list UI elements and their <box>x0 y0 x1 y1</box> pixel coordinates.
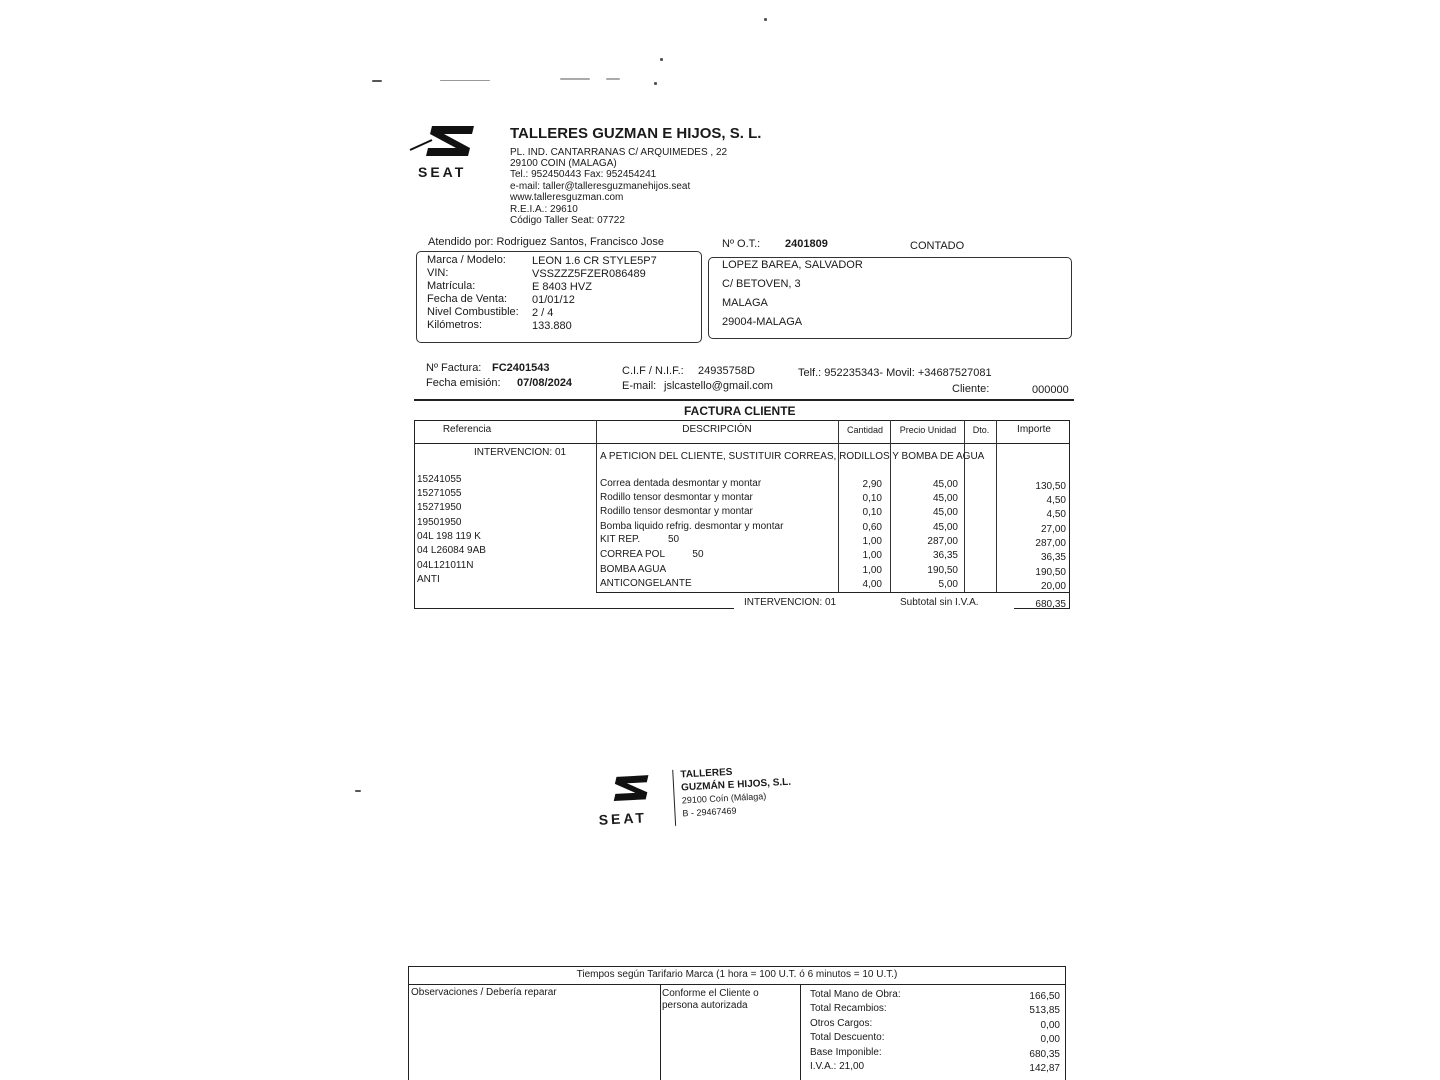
summary-col-sep <box>660 984 661 1080</box>
vehicle-values <box>532 255 657 333</box>
scan-speck <box>372 80 382 82</box>
total-row <box>810 1017 1062 1031</box>
client-label: Cliente: <box>952 383 990 395</box>
row-amount: 190,50 <box>1035 567 1066 578</box>
summary-title-border <box>408 984 1066 985</box>
header-amount: Importe <box>1017 424 1051 435</box>
company-web: www.talleresguzman.com <box>510 192 624 203</box>
row-quantity: 4,00 <box>862 579 882 590</box>
stamp-line-4: B - 29467469 <box>682 805 737 819</box>
row-unit-price: 190,50 <box>927 565 958 576</box>
row-reference: 15241055 <box>417 474 462 485</box>
company-reia: R.E.I.A.: 29610 <box>510 204 578 215</box>
conforme-line-2: persona autorizada <box>662 1000 748 1011</box>
vehicle-sale-date: 01/01/12 <box>532 294 575 306</box>
summary-col-sep <box>800 984 801 1080</box>
vehicle-vin: VSSZZZ5FZER086489 <box>532 268 646 280</box>
row-description: KIT REP. 50 <box>600 534 680 545</box>
table-row <box>414 530 1070 549</box>
total-row <box>810 1031 1062 1045</box>
row-amount: 4,50 <box>1046 509 1066 520</box>
stamp-line-2: GUZMÁN E HIJOS, S.L. <box>680 776 792 794</box>
vehicle-plate: E 8403 HVZ <box>532 281 592 293</box>
total-label: Base Imponible: <box>810 1047 882 1058</box>
row-unit-price: 287,00 <box>927 536 958 547</box>
header-unit-price: Precio Unidad <box>899 425 957 435</box>
scan-speck <box>654 82 657 85</box>
stamp-divider <box>672 770 676 826</box>
row-amount: 4,50 <box>1046 495 1066 506</box>
vehicle-label: VIN: <box>427 267 449 279</box>
invoice-divider <box>414 399 1074 401</box>
row-quantity: 1,00 <box>862 536 882 547</box>
total-row <box>810 1060 1062 1074</box>
row-reference: 04L121011N <box>417 560 474 571</box>
vehicle-label: Nivel Combustible: <box>427 306 519 318</box>
table-row <box>414 573 1070 592</box>
scan-speck <box>660 58 663 61</box>
table-row <box>414 487 1070 506</box>
total-label: Total Mano de Obra: <box>810 989 901 1000</box>
total-value: 513,85 <box>1029 1005 1060 1016</box>
scan-speck <box>440 80 490 81</box>
footer-subtotal-label: Subtotal sin I.V.A. <box>900 597 979 608</box>
scan-speck <box>606 78 620 80</box>
row-description: BOMBA AGUA <box>600 564 667 575</box>
summary-right-border <box>1065 966 1066 1080</box>
items-table <box>414 420 1070 610</box>
row-unit-price: 45,00 <box>932 479 958 490</box>
row-description: ANTICONGELANTE <box>600 578 692 589</box>
table-row <box>414 516 1070 535</box>
total-value: 166,50 <box>1029 991 1060 1002</box>
conforme-line-1: Conforme el Cliente o <box>662 988 759 999</box>
row-quantity: 1,00 <box>862 550 882 561</box>
invoice-number: FC2401543 <box>492 362 550 374</box>
stamp-line-1: TALLERES <box>680 766 733 781</box>
row-unit-price: 45,00 <box>932 522 958 533</box>
invoice-number-label: Nº Factura: <box>426 362 482 374</box>
row-unit-price: 5,00 <box>938 579 958 590</box>
seat-logo-text: SEAT <box>418 164 467 180</box>
row-amount: 130,50 <box>1035 481 1066 492</box>
row-unit-price: 45,00 <box>932 507 958 518</box>
table-border-bottom <box>414 608 734 609</box>
table-row <box>414 559 1070 578</box>
ot-value: 2401809 <box>785 238 828 250</box>
vehicle-fuel-level: 2 / 4 <box>532 307 554 319</box>
scan-speck <box>355 790 361 792</box>
invoice-date: 07/08/2024 <box>517 377 573 389</box>
company-address-2: 29100 COIN (MALAGA) <box>510 158 617 169</box>
header-description: DESCRIPCIÓN <box>682 424 752 435</box>
row-quantity: 0,60 <box>862 522 882 533</box>
vehicle-kilometers: 133.880 <box>532 320 572 332</box>
total-value: 0,00 <box>1040 1020 1060 1031</box>
row-description: CORREA POL 50 <box>600 549 704 560</box>
row-description: Rodillo tensor desmontar y montar <box>600 492 753 503</box>
customer-phone: Telf.: 952235343- Movil: +34687527081 <box>798 367 992 379</box>
total-label: Total Recambios: <box>810 1003 887 1014</box>
row-amount: 27,00 <box>1040 524 1066 535</box>
stamp-logo-text: SEAT <box>598 809 648 828</box>
total-row <box>810 988 1062 1002</box>
vehicle-label: Fecha de Venta: <box>427 293 508 305</box>
summary-left-border <box>408 966 409 1080</box>
table-row <box>414 501 1070 520</box>
customer-city: MALAGA <box>722 297 768 309</box>
client-number: 000000 <box>1032 384 1069 396</box>
footer-intervention: INTERVENCION: 01 <box>744 597 837 608</box>
vehicle-label: Kilómetros: <box>427 319 483 331</box>
scan-speck <box>560 78 590 80</box>
row-reference: 04 L26084 9AB <box>417 545 486 556</box>
stamp-seat-logo-icon <box>608 773 660 812</box>
customer-name: LOPEZ BAREA, SALVADOR <box>722 259 863 271</box>
row-description: Bomba liquido refrig. desmontar y montar <box>600 521 784 532</box>
header-reference: Referencia <box>442 424 492 435</box>
vehicle-labels <box>427 254 519 332</box>
total-label: I.V.A.: 21,00 <box>810 1061 865 1072</box>
company-name: TALLERES GUZMAN E HIJOS, S. L. <box>510 125 762 142</box>
customer-postal: 29004-MALAGA <box>722 316 803 328</box>
total-value: 142,87 <box>1029 1063 1060 1074</box>
row-quantity: 0,10 <box>862 507 882 518</box>
vehicle-model: LEON 1.6 CR STYLE5P7 <box>532 255 657 267</box>
footer-subtotal-value: 680,35 <box>1035 599 1066 610</box>
company-phone: Tel.: 952450443 Fax: 952454241 <box>510 169 657 180</box>
row-reference: 19501950 <box>417 517 462 528</box>
total-value: 0,00 <box>1040 1034 1060 1045</box>
ot-label: Nº O.T.: <box>722 238 761 250</box>
email-value: jslcastello@gmail.com <box>664 380 773 392</box>
total-row <box>810 1002 1062 1016</box>
row-unit-price: 45,00 <box>932 493 958 504</box>
customer-street: C/ BETOVEN, 3 <box>722 278 801 290</box>
row-description: Rodillo tensor desmontar y montar <box>600 506 753 517</box>
header-discount: Dto. <box>972 425 990 435</box>
invoice-title: FACTURA CLIENTE <box>684 404 796 418</box>
summary-section <box>408 966 1066 1080</box>
row-quantity: 1,00 <box>862 565 882 576</box>
vehicle-label: Marca / Modelo: <box>427 254 506 266</box>
row-reference: ANTI <box>417 574 440 585</box>
row-amount: 287,00 <box>1035 538 1066 549</box>
row-amount: 20,00 <box>1040 581 1066 592</box>
cif-label: C.I.F / N.I.F.: <box>622 365 684 377</box>
row-quantity: 0,10 <box>862 493 882 504</box>
observations-label: Observaciones / Debería reparar <box>411 987 557 998</box>
row-reference: 04L 198 119 K <box>417 531 481 542</box>
table-border-header-bottom <box>414 443 1070 444</box>
invoice-date-label: Fecha emisión: <box>426 377 501 389</box>
vehicle-label: Matrícula: <box>427 280 476 292</box>
company-address-1: PL. IND. CANTARRANAS C/ ARQUIMEDES , 22 <box>510 147 728 158</box>
intervention-label: INTERVENCION: 01 <box>474 447 567 458</box>
row-reference: 15271055 <box>417 488 462 499</box>
items-bottom-rule <box>596 592 1070 593</box>
company-email: e-mail: taller@talleresguzmanehijos.seat <box>510 181 691 192</box>
total-row <box>810 1046 1062 1060</box>
company-stamp <box>594 756 817 833</box>
row-description: Correa dentada desmontar y montar <box>600 478 762 489</box>
attended-by: Atendido por: Rodriguez Santos, Francisco Jose <box>428 236 665 248</box>
intervention-description: A PETICION DEL CLIENTE, SUSTITUIR CORREAS, RODILLOS Y BOMBA DE AGUA <box>600 451 985 462</box>
row-quantity: 2,90 <box>862 479 882 490</box>
scan-speck <box>764 18 767 21</box>
summary-title: Tiempos según Tarifario Marca (1 hora = 100 U.T. ó 6 minutos = 10 U.T.) <box>576 969 898 980</box>
company-taller-code: Código Taller Seat: 07722 <box>510 215 625 226</box>
total-value: 680,35 <box>1029 1049 1060 1060</box>
total-label: Otros Cargos: <box>810 1018 873 1029</box>
row-reference: 15271950 <box>417 502 462 513</box>
table-row <box>414 473 1070 492</box>
table-row <box>414 544 1070 563</box>
row-unit-price: 36,35 <box>932 550 958 561</box>
header-quantity: Cantidad <box>846 425 884 435</box>
email-label: E-mail: <box>622 380 657 392</box>
cif-value: 24935758D <box>698 365 755 377</box>
seat-logo <box>408 122 490 180</box>
payment-type: CONTADO <box>910 240 965 252</box>
stamp-line-3: 29100 Coín (Málaga) <box>681 791 767 806</box>
total-label: Total Descuento: <box>810 1032 885 1043</box>
row-amount: 36,35 <box>1040 552 1066 563</box>
summary-top-border <box>408 966 1066 967</box>
